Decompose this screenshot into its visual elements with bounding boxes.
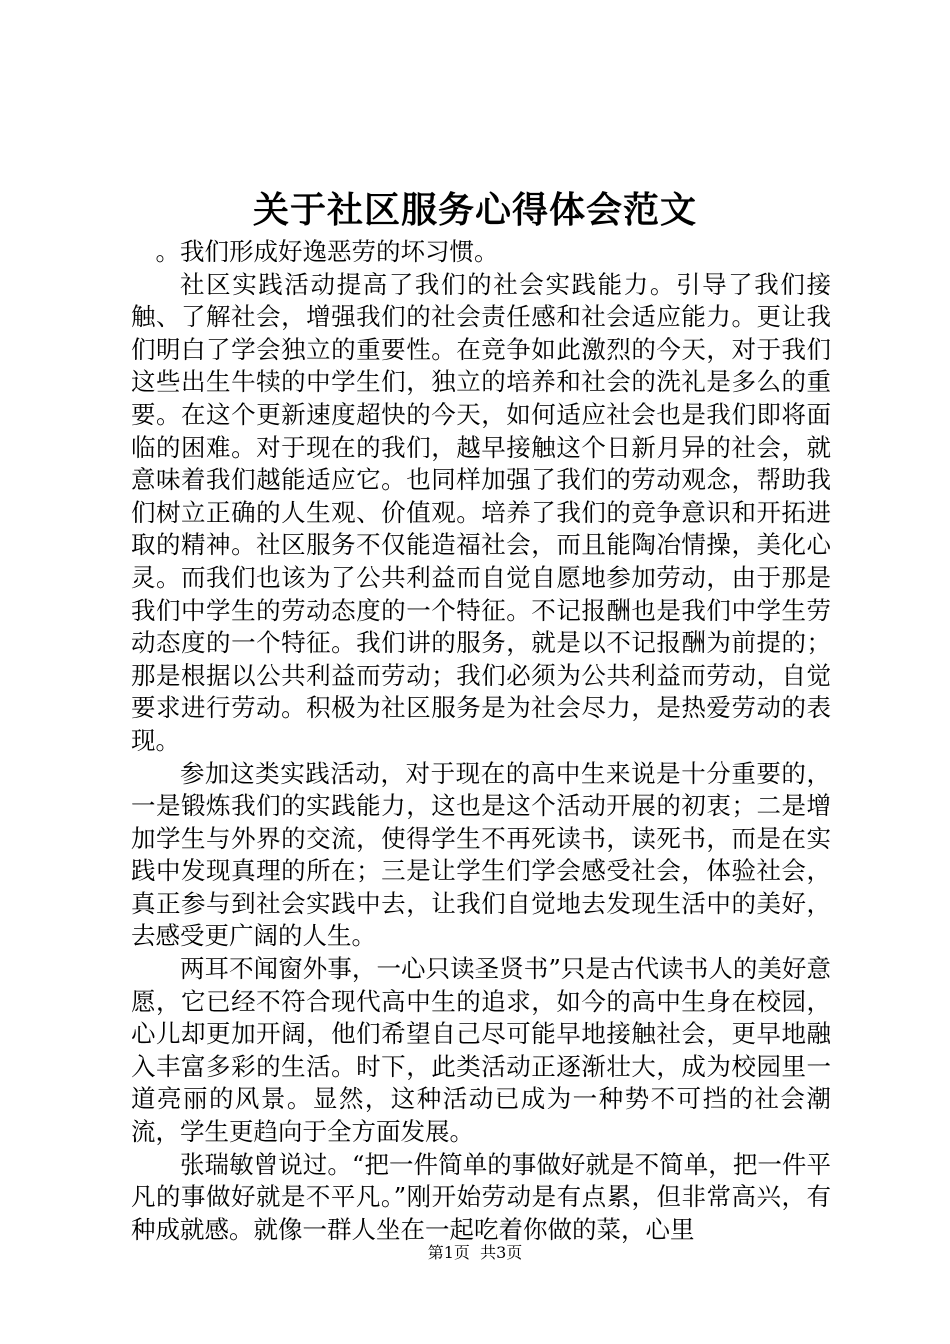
document-title: 关于社区服务心得体会范文	[252, 189, 697, 231]
paragraph: 两耳不闻窗外事，一心只读圣贤书”只是古代读书人的美好意愿，它已经不符合现代高中生的追求，如今的高中生身在校园，心儿却更加开阔，他们希望自己尽可能早地接触社会，更早地融入丰富多彩的生活。时下，此类活动正逐渐壮大，成为校园里一道亮丽的风景。显然，这种活动已成为一种势不可挡的社会潮流，学生更趋向于全方面发展。	[131, 954, 831, 1147]
paragraph: 张瑞敏曾说过。“把一件简单的事做好就是不简单，把一件平凡的事做好就是不平凡。”刚开始劳动是有点累，但非常高兴，有种成就感。就像一群人坐在一起吃着你做的菜，心里	[131, 1149, 831, 1244]
page-footer	[0, 1242, 950, 1264]
page-number: 第1页 共3页	[427, 1243, 523, 1262]
paragraph: 社区实践活动提高了我们的社会实践能力。引导了我们接触、了解社会，增强我们的社会责任感和社会适应能力。更让我们明白了学会独立的重要性。在竞争如此激烈的今天，对于我们这些出生牛犊的中学生们，独立的培养和社会的洗礼是多么的重要。在这个更新速度超快的今天，如何适应社会也是我们即将面临的困难。对于现在的我们，越早接触这个日新月异的社会，就意味着我们越能适应它。也同样加强了我们的劳动观念，帮助我们树立正确的人生观、价值观。培养了我们的竞争意识和开拓进取的精神。社区服务不仅能造福社会，而且能陶冶情操，美化心灵。而我们也该为了公共利益而自觉自愿地参加劳动，由于那是我们中学生的劳动态度的一个特征。不记报酬也是我们中学生劳动态度的一个特征。我们讲的服务，就是以不记报酬为前提的；那是根据以公共利益而劳动；我们必须为公共利益而劳动，自觉要求进行劳动。积极为社区服务是为社会尽力，是热爱劳动的表现。	[131, 269, 831, 755]
paragraph: 。我们形成好逸恶劳的坏习惯。	[155, 237, 499, 266]
document-body	[131, 236, 831, 1246]
paragraph: 参加这类实践活动，对于现在的高中生来说是十分重要的，一是锻炼我们的实践能力，这也是这个活动开展的初衷；二是增加学生与外界的交流，使得学生不再死读书，读死书，而是在实践中发现真理的所在；三是让学生们学会感受社会，体验社会，真正参与到社会实践中去，让我们自觉地去发现生活中的美好，去感受更广阔的人生。	[131, 758, 831, 951]
